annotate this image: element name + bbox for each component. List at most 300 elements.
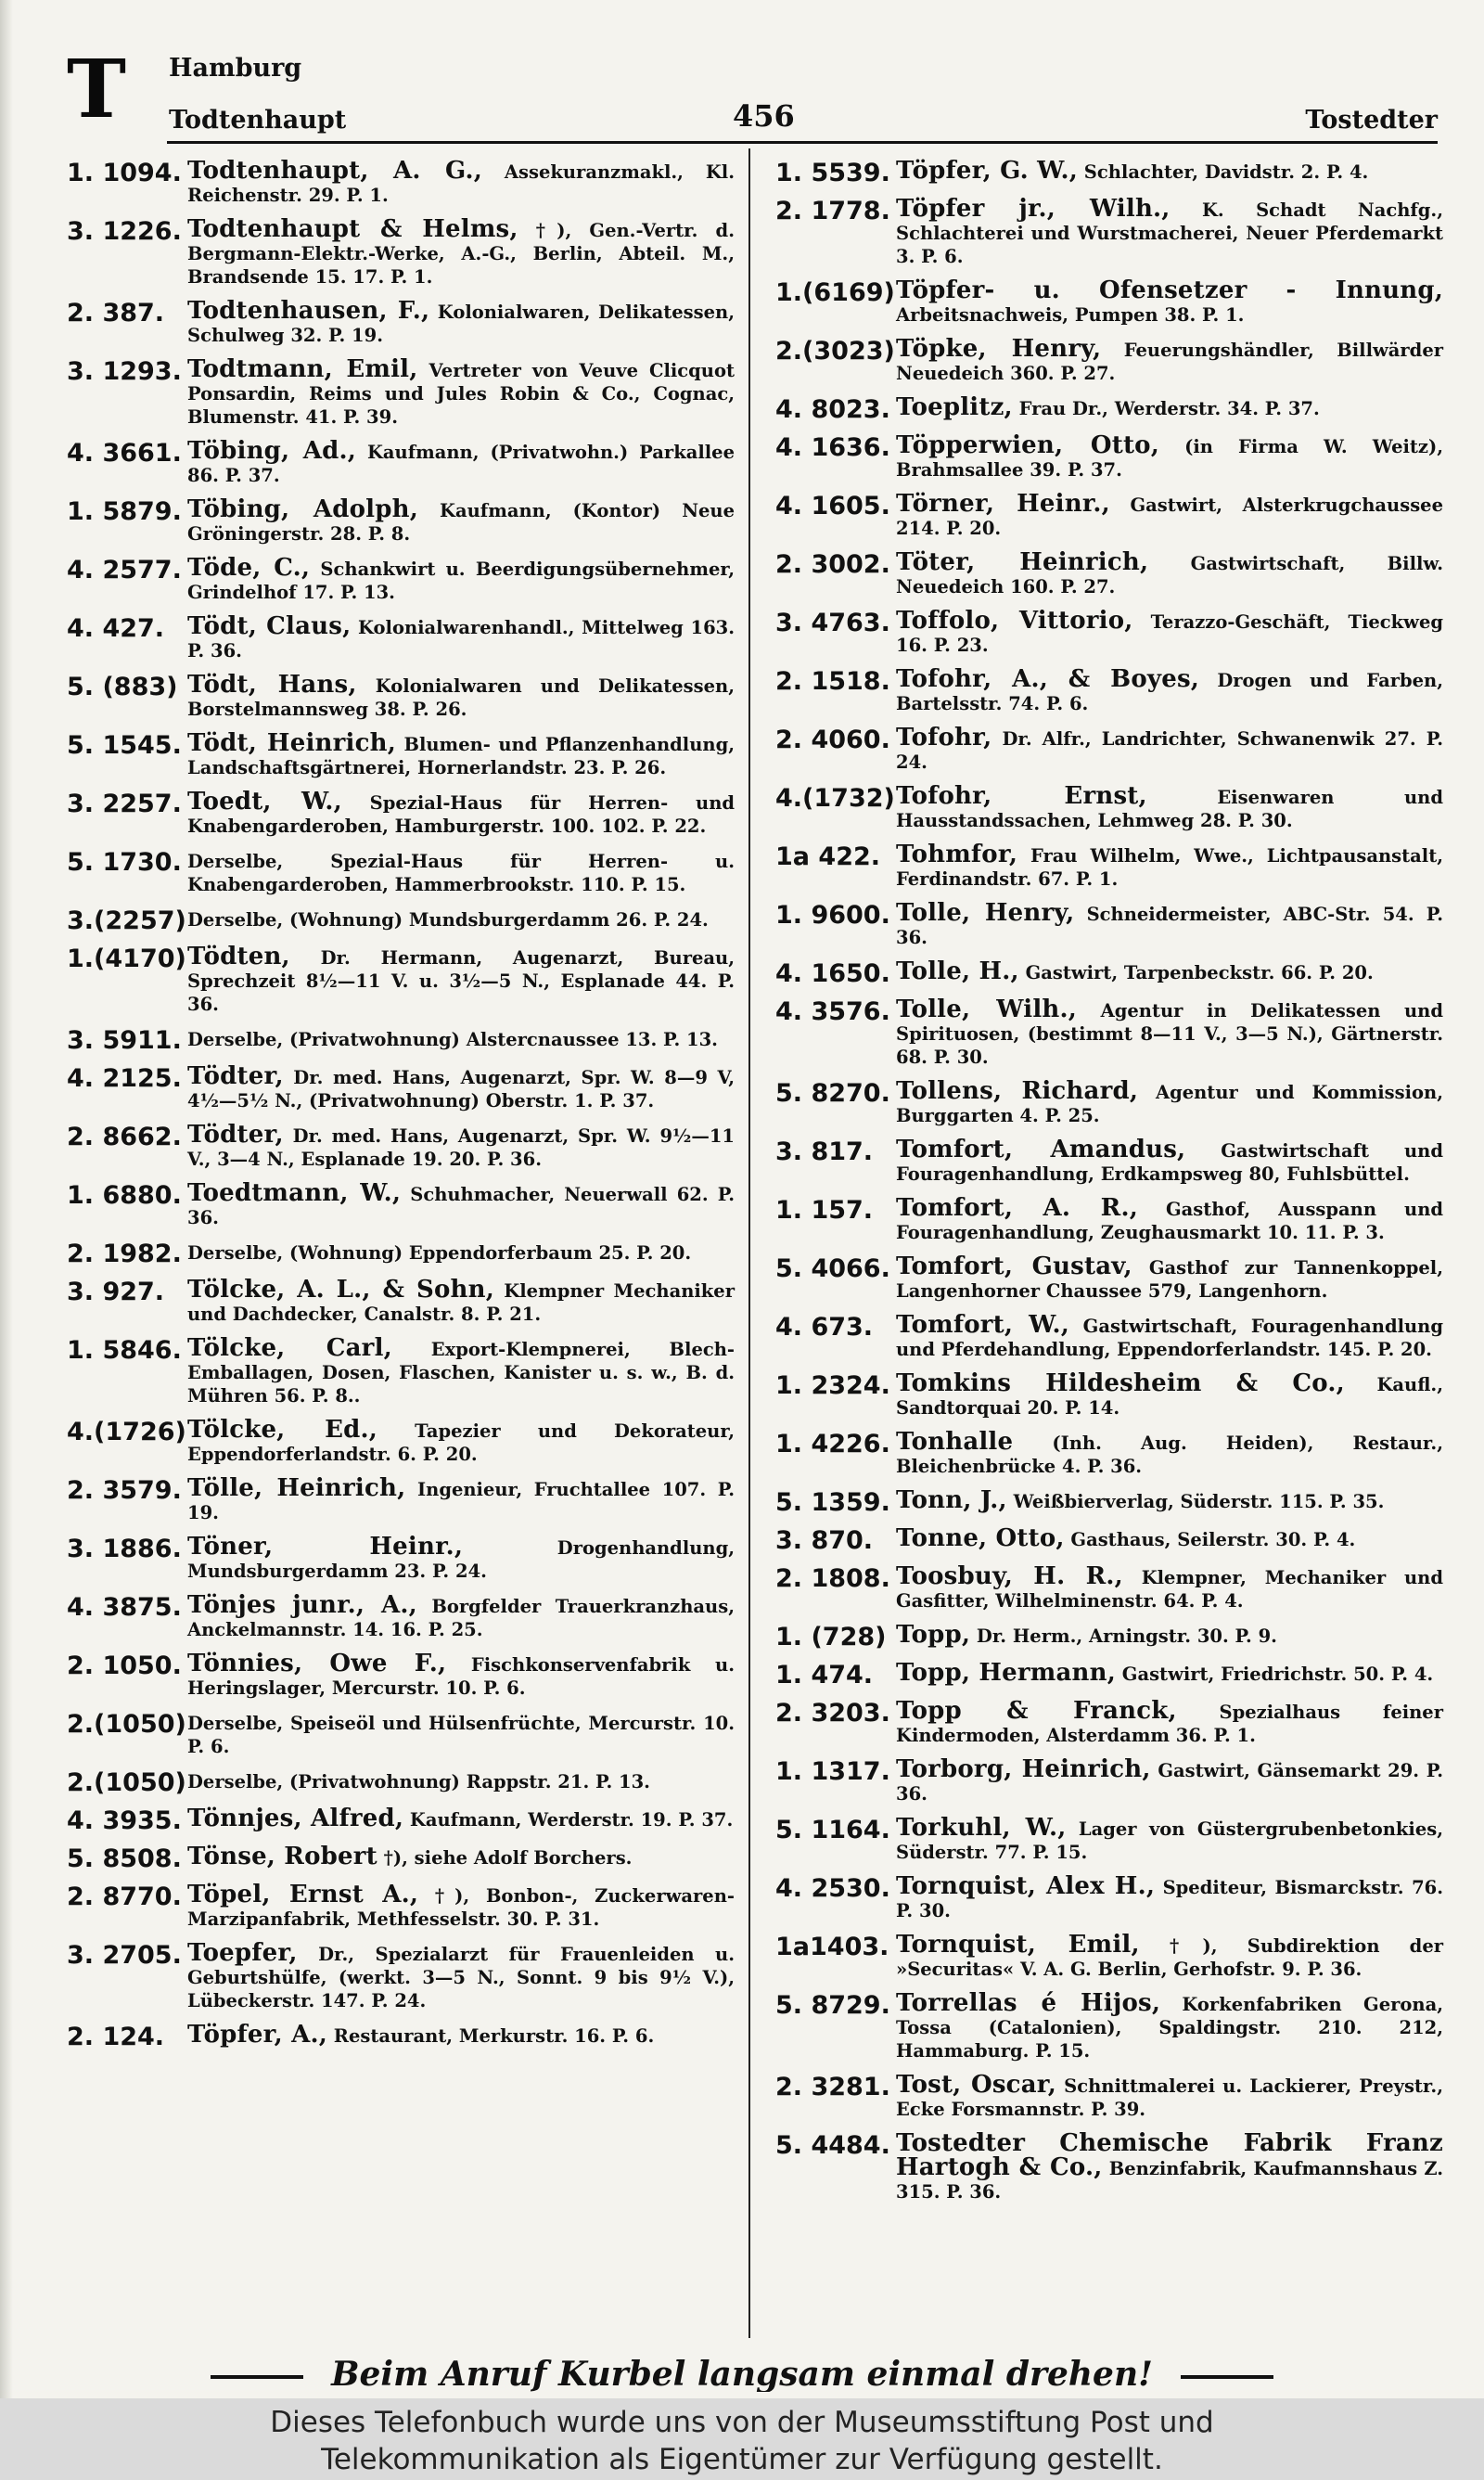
entry-text (187, 1179, 735, 1229)
entry-details: Drogen und Farben, Bartelsstr. 74. P. 6. (896, 670, 1443, 714)
phone-number: 4.(1726) (67, 1418, 186, 1446)
subscriber-name: Tornquist, Emil, (896, 1931, 1140, 1959)
entry-details: Kaufmann, (Kontor) Neue Gröningerstr. 28. P. 8. (187, 500, 736, 545)
subscriber-name: Tölle, Heinrich, (187, 1474, 406, 1502)
phone-number: 2. 4060. (775, 726, 890, 754)
subscriber-name: Toffolo, Vittorio, (896, 607, 1133, 635)
directory-entry (775, 431, 1443, 482)
subscriber-name: Tödten, (187, 943, 290, 970)
subscriber-name: Töpel, Ernst A., (187, 1881, 419, 1908)
entry-details: Dr. Hermann, Augenarzt, Bureau, Sprechzeit 8½—11 V. u. 3½—5 N., Esplanade 44. P. 36. (187, 947, 735, 1015)
entry-details: Schneidermeister, ABC-Str. 54. P. 36. (896, 904, 1443, 948)
entry-details: Arbeitsnachweis, Pumpen 38. P. 1. (896, 304, 1245, 326)
entry-text (896, 843, 1443, 891)
directory-entry (67, 907, 735, 934)
phone-number: 1a 422. (775, 842, 881, 871)
directory-entry (775, 393, 1443, 424)
phone-number: 1. 9600. (775, 901, 890, 930)
phone-number: 1. (728) (775, 1623, 887, 1651)
entry-details: Schnittmalerei u. Lackierer, Preystr., Ecke Forsmannstr. P. 39. (896, 2075, 1443, 2120)
entry-text (896, 1524, 1443, 1552)
entry-details: Frau Dr., Werderstr. 34. P. 37. (1012, 398, 1320, 419)
phone-number: 3. 1886. (67, 1535, 182, 1563)
phone-number: 1. 1317. (775, 1757, 890, 1786)
entry-details: Dr. med. Hans, Augenarzt, Spr. W. 8—9 V, 4½—5½ N., (Privatwohnung) Oberstr. 1. P. 37. (187, 1067, 735, 1112)
entry-text (896, 665, 1443, 715)
phone-number: 4. 3661. (67, 439, 182, 468)
directory-entry (67, 671, 735, 721)
directory-entry (775, 1486, 1443, 1517)
subscriber-name: Tornquist, Alex H., (896, 1872, 1156, 1900)
entry-text (896, 1562, 1443, 1613)
entry-details: Vertreter von Veuve Clicquot Ponsardin, Reims und Jules Robin & Co., Cognac, Blumenstr. 41. P. 39. (187, 360, 735, 428)
phone-number: 3. 2257. (67, 790, 182, 818)
entry-text (187, 1027, 735, 1051)
entry-details: Gastwirtschaft, Fouragenhandlung und Pferdehandlung, Eppendorferlandstr. 145. P. 20. (896, 1316, 1443, 1360)
phone-number: 2.(1050) (67, 1768, 186, 1797)
phone-number: 2. 1518. (775, 667, 890, 696)
entry-details: Kolonialwarenhandl., Mittelweg 163. P. 36. (187, 617, 735, 662)
directory-entry (775, 1931, 1443, 1981)
entry-text (187, 612, 735, 662)
subscriber-name: Todtenhausen, F., (187, 297, 430, 325)
directory-entry (775, 157, 1443, 187)
subscriber-name: Tonn, J., (896, 1486, 1007, 1514)
directory-entry (67, 495, 736, 546)
entry-details: Klempner, Mechaniker und Gasfitter, Wilhelminenstr. 64. P. 4. (896, 1567, 1443, 1612)
slogan-rule-left (211, 2375, 303, 2379)
entry-text (187, 437, 735, 487)
phone-number: 5. 1359. (775, 1488, 890, 1517)
right-column (775, 157, 1444, 2215)
entry-details: Lager von Güstergrubenbetonkies, Süderstr. 77. P. 15. (896, 1818, 1444, 1863)
entry-details: Schuhmacher, Neuerwall 62. P. 36. (187, 1184, 735, 1228)
phone-number: 4. 673. (775, 1313, 874, 1342)
directory-entry (67, 1027, 735, 1054)
entry-text (896, 1255, 1443, 1303)
directory-entry (775, 782, 1443, 832)
entry-text (896, 157, 1443, 185)
entry-text (187, 1711, 735, 1758)
entry-text (896, 1697, 1443, 1747)
subscriber-name: Topp, Hermann, (896, 1659, 1116, 1687)
section-letter: T (67, 43, 126, 136)
entry-details: Terazzo-Geschäft, Tieckweg 16. P. 23. (896, 611, 1444, 656)
entry-details: Gasthof zur Tannenkoppel, Langenhorner Chaussee 579, Langenhorn. (896, 1257, 1443, 1302)
entry-text (187, 215, 735, 289)
phone-number: 1. 1094. (67, 159, 182, 187)
directory-entry (775, 1428, 1443, 1478)
phone-number: 4. 3576. (775, 997, 890, 1026)
directory-entry (67, 1533, 736, 1583)
entry-details: Blumen- und Pflanzenhandlung, Landschaftsgärtnerei, Hornerlandstr. 23. P. 26. (187, 734, 735, 778)
entry-details: Benzinfabrik, Kaufmannshaus Z. 315. P. 36. (896, 2158, 1443, 2203)
subscriber-name: Tomfort, Gustav, (896, 1253, 1132, 1280)
provenance-caption (0, 2398, 1484, 2480)
subscriber-name: Tödter, (187, 1121, 284, 1149)
subscriber-name: Töner, Heinr., (187, 1533, 464, 1561)
directory-entry (67, 1711, 735, 1758)
subscriber-name: Töpke, Henry, (896, 335, 1102, 363)
phone-number: 4. 1650. (775, 959, 890, 988)
subscriber-name: Tomfort, W., (896, 1311, 1070, 1339)
header-last-entry: Tostedter (1305, 106, 1438, 135)
entry-details: †), Bonbon-, Zuckerwaren-Marzipanfabrik, Methfesselstr. 30. P. 31. (187, 1885, 735, 1930)
directory-entry (775, 1562, 1443, 1613)
entry-text (187, 2021, 735, 2049)
entry-details: Assekuranzmakl., Kl. Reichenstr. 29. P. 1. (187, 161, 736, 206)
phone-number: 4. 1605. (775, 492, 890, 520)
phone-number: 4. 2577. (67, 556, 182, 585)
phone-number: 5. 8270. (775, 1079, 890, 1108)
subscriber-name: Törner, Heinr., (896, 490, 1110, 518)
entry-details: Eisenwaren und Hausstandssachen, Lehmweg 28. P. 30. (896, 787, 1443, 831)
subscriber-name: Töpfer jr., Wilh., (896, 195, 1171, 223)
directory-entry (775, 665, 1443, 715)
subscriber-name: Tofohr, (896, 724, 992, 752)
subscriber-name: Topp & Franck, (896, 1697, 1177, 1725)
entry-text (187, 1062, 735, 1112)
directory-entry (67, 1334, 736, 1407)
entry-details: (Inh. Aug. Heiden), Restaur., Bleichenbrücke 4. P. 36. (896, 1433, 1443, 1477)
directory-entry (67, 1240, 735, 1267)
phone-number: 3. 5911. (67, 1026, 182, 1055)
phone-number: 1. 4226. (775, 1430, 890, 1458)
entry-details: Spediteur, Bismarckstr. 76. P. 30. (896, 1877, 1443, 1921)
subscriber-name: Tödt, Heinrich, (187, 729, 396, 757)
entry-text (187, 790, 735, 838)
entry-text (896, 1931, 1443, 1981)
directory-entry (775, 548, 1443, 598)
phone-number: 5. 4484. (775, 2131, 890, 2160)
entry-details: Weißbierverlag, Süderstr. 115. P. 35. (1006, 1491, 1385, 1512)
phone-number: 1. 157. (775, 1196, 874, 1225)
subscriber-name: Todtenhaupt & Helms, (187, 215, 518, 243)
entry-text (896, 899, 1443, 949)
subscriber-name: Tolle, Henry, (896, 899, 1075, 927)
entry-details: Gastwirtschaft und Fouragenhandlung, Erdkampsweg 80, Fuhlsbüttel. (896, 1140, 1443, 1185)
left-column (67, 157, 736, 2062)
directory-entry (67, 1179, 735, 1229)
directory-entry (67, 215, 735, 289)
phone-number: 2.(1050) (67, 1710, 186, 1739)
directory-entry (775, 1989, 1443, 2062)
phone-number: 2. 3203. (775, 1699, 890, 1728)
phone-number: 3. 817. (775, 1137, 874, 1166)
phone-number: 2. 8662. (67, 1123, 182, 1151)
entry-text (187, 849, 735, 896)
entry-text (187, 1883, 735, 1931)
entry-text (187, 1533, 736, 1583)
subscriber-name: Töpfer- u. Ofensetzer - Innung, (896, 276, 1443, 304)
page-number: 456 (733, 98, 795, 134)
phone-number: 2. 1778. (775, 197, 890, 225)
entry-text (187, 1845, 735, 1870)
entry-details: Gastwirt, Alsterkrugchaussee 214. P. 20. (896, 495, 1443, 539)
directory-entry (775, 1814, 1444, 1864)
phone-number: 2. 1982. (67, 1240, 182, 1268)
entry-details: K. Schadt Nachfg., Schlachterei und Wurstmacherei, Neuer Pferdemarkt 3. P. 6. (896, 199, 1443, 267)
directory-entry (67, 729, 735, 779)
subscriber-name: Torkuhl, W., (896, 1814, 1067, 1842)
phone-number: 4. 2125. (67, 1064, 182, 1093)
phone-number: 1.(4170) (67, 944, 186, 973)
entry-details: †), siehe Adolf Borchers. (377, 1847, 633, 1869)
subscriber-name: Topp, (896, 1621, 971, 1649)
entry-details: (in Firma W. Weitz), Brahmsallee 39. P. 37. (896, 436, 1443, 481)
subscriber-name: Todtenhaupt, A. G., (187, 157, 482, 185)
entry-details: Derselbe, (Wohnung) Mundsburgerdamm 26. P. 24. (187, 909, 709, 931)
phone-number: 3. 870. (775, 1526, 874, 1555)
entry-details: Tapezier und Dekorateur, Eppendorferlandstr. 6. P. 20. (187, 1420, 735, 1465)
directory-entry (775, 1659, 1443, 1690)
directory-entry (67, 849, 735, 896)
subscriber-name: Tolle, H., (896, 957, 1019, 985)
directory-entry (775, 1077, 1443, 1127)
entry-text (896, 1755, 1443, 1805)
subscriber-name: Tölcke, Carl, (187, 1334, 392, 1362)
phone-number: 1. 474. (775, 1661, 874, 1690)
subscriber-name: Tofohr, Ernst, (896, 782, 1147, 810)
entry-text (187, 1276, 735, 1326)
subscriber-name: Töpfer, G. W., (896, 157, 1078, 185)
entry-details: Fischkonservenfabrik u. Heringslager, Mercurstr. 10. P. 6. (187, 1654, 735, 1699)
entry-text (896, 1138, 1443, 1186)
entry-details: Gasthof, Ausspann und Fouragenhandlung, Zeughausmarkt 10. 11. P. 3. (896, 1199, 1444, 1243)
phone-number: 5. 1545. (67, 731, 182, 760)
directory-entry (775, 1755, 1443, 1805)
directory-entry (775, 726, 1443, 774)
entry-text (896, 1428, 1443, 1478)
directory-entry (67, 1883, 735, 1931)
entry-text (896, 393, 1443, 421)
directory-entry (775, 843, 1443, 891)
entry-details: Kolonialwaren und Delikatessen, Borstelmannsweg 38. P. 26. (187, 675, 735, 720)
phone-number: 2. 387. (67, 299, 165, 328)
entry-text (896, 276, 1443, 327)
directory-entry (67, 1652, 735, 1700)
subscriber-name: Töbing, Adolph, (187, 495, 418, 523)
page-header (56, 37, 1438, 148)
footer-slogan (0, 2355, 1484, 2392)
phone-number: 4. 427. (67, 614, 165, 643)
entry-details: Derselbe, Speiseöl und Hülsenfrüchte, Mercurstr. 10. P. 6. (187, 1713, 735, 1757)
entry-details: Export-Klempnerei, Blech-Emballagen, Dosen, Flaschen, Kanister u. s. w., B. d. Mühren 56. P. 8.. (187, 1339, 736, 1407)
entry-text (896, 957, 1443, 985)
entry-details: Dr. Alfr., Landrichter, Schwanenwik 27. P. 24. (896, 728, 1443, 773)
subscriber-name: Tollens, Richard, (896, 1077, 1139, 1105)
subscriber-name: Toedtmann, W., (187, 1179, 402, 1207)
directory-entry (67, 355, 735, 429)
subscriber-name: Tönnies, Owe F., (187, 1650, 447, 1677)
entry-text (187, 1769, 735, 1793)
phone-number: 4. 3935. (67, 1806, 182, 1835)
slogan-text: Beim Anruf Kurbel langsam einmal drehen! (331, 2355, 1153, 2392)
subscriber-name: Toosbuy, H. R., (896, 1562, 1123, 1590)
entry-text (896, 1311, 1443, 1361)
entry-text (896, 1369, 1443, 1420)
entry-details: Schlachter, Davidstr. 2. P. 4. (1077, 161, 1369, 183)
directory-entry (67, 945, 735, 1016)
entry-details: Gastwirt, Tarpenbeckstr. 66. P. 20. (1018, 962, 1374, 983)
directory-entry (775, 1194, 1444, 1244)
entry-details: Kolonialwaren, Delikatessen, Schulweg 32. P. 19. (187, 302, 735, 346)
directory-entry (67, 1769, 735, 1796)
entry-details: Schankwirt u. Beerdigungsübernehmer, Grindelhof 17. P. 13. (187, 559, 736, 603)
directory-entry (67, 157, 736, 207)
directory-entry (67, 554, 736, 604)
directory-entry (67, 2021, 735, 2051)
directory-entry (775, 1524, 1443, 1555)
phone-number: 2. 124. (67, 2023, 165, 2051)
directory-entry (775, 899, 1443, 949)
phone-number: 3. 2705. (67, 1941, 182, 1970)
directory-entry (775, 2129, 1443, 2204)
entry-details: Drogenhandlung, Mundsburgerdamm 23. P. 24. (187, 1537, 736, 1582)
directory-entry (775, 1311, 1443, 1361)
entry-details: Agentur und Kommission, Burggarten 4. P. 25. (896, 1082, 1443, 1126)
entry-details: Kaufl., Sandtorquai 20. P. 14. (896, 1374, 1443, 1419)
entry-text (187, 1591, 735, 1641)
phone-number: 3.(2257) (67, 906, 186, 935)
entry-details: Spezial-Haus für Herren- und Knabengarderoben, Hamburgerstr. 100. 102. P. 22. (187, 792, 736, 837)
entry-details: Gastwirt, Gänsemarkt 29. P. 36. (896, 1760, 1443, 1805)
phone-number: 1. 2324. (775, 1371, 890, 1400)
subscriber-name: Tödt, Claus, (187, 612, 352, 640)
directory-entry (775, 195, 1443, 268)
directory-entry (775, 1138, 1443, 1186)
directory-entry (775, 1621, 1443, 1651)
entry-text (187, 1334, 736, 1407)
phone-number: 5. 8729. (775, 1991, 890, 2020)
subscriber-name: Tödt, Hans, (187, 671, 357, 699)
entry-details: Dr. med. Hans, Augenarzt, Spr. W. 9½—11 V., 3—4 N., Esplanade 19. 20. P. 36. (187, 1125, 735, 1170)
directory-entry (67, 1845, 735, 1872)
subscriber-name: Tolle, Wilh., (896, 996, 1078, 1023)
entry-text (896, 2129, 1443, 2204)
entry-text (896, 1194, 1444, 1244)
entry-text (896, 1486, 1443, 1514)
phone-number: 3. 1293. (67, 357, 182, 386)
subscriber-name: Tomfort, Amandus, (896, 1136, 1186, 1163)
subscriber-name: Tomfort, A. R., (896, 1194, 1138, 1222)
slogan-rule-right (1181, 2375, 1273, 2379)
directory-entry (67, 1062, 735, 1112)
phone-number: 1.(6169) (775, 278, 895, 307)
entry-text (896, 1621, 1443, 1649)
directory-entry (775, 2071, 1443, 2121)
entry-details: Agentur in Delikatessen und Spirituosen, (bestimmt 8—11 V., 3—5 N.), Gärtnerstr. 68. P. 30. (896, 1000, 1443, 1068)
entry-details: Frau Wilhelm, Wwe., Lichtpausanstalt, Ferdinandstr. 67. P. 1. (896, 845, 1443, 890)
phone-number: 1. 5879. (67, 497, 182, 526)
subscriber-name: Tödter, (187, 1062, 284, 1090)
directory-entry (67, 1121, 735, 1171)
entry-details: Spezialhaus feiner Kindermoden, Alsterdamm 36. P. 1. (896, 1702, 1443, 1746)
entry-text (187, 907, 735, 932)
phone-number: 5. 1164. (775, 1816, 890, 1844)
phone-number: 2.(3023) (775, 337, 895, 366)
entry-details: †), Subdirektion der »Securitas« V. A. G. Berlin, Gerhofstr. 9. P. 36. (896, 1935, 1443, 1980)
subscriber-name: Toeplitz, (896, 393, 1013, 421)
entry-details: Gastwirt, Friedrichstr. 50. P. 4. (1116, 1664, 1434, 1685)
directory-entry (67, 297, 735, 347)
entry-text (187, 1240, 735, 1265)
entry-details: Derselbe, (Wohnung) Eppendorferbaum 25. P. 20. (187, 1242, 692, 1264)
subscriber-name: Torrellas é Hijos, (896, 1989, 1161, 2017)
subscriber-name: Tönjes junr., A., (187, 1591, 417, 1619)
phone-number: 3. 1226. (67, 217, 182, 246)
directory-entry (775, 276, 1443, 327)
entry-details: Kaufmann, Werderstr. 19. P. 37. (403, 1809, 734, 1831)
phone-number: 2. 8770. (67, 1882, 182, 1911)
phone-number: 5. 1730. (67, 848, 182, 877)
entry-text (896, 1989, 1443, 2062)
entry-text (187, 495, 736, 546)
caption-line-1: Dieses Telefonbuch wurde uns von der Museumsstiftung Post und (270, 2406, 1214, 2439)
subscriber-name: Tohmfor, (896, 841, 1018, 868)
directory-entry (775, 957, 1443, 988)
entry-text (187, 1416, 735, 1466)
phone-number: 5. 8508. (67, 1844, 182, 1873)
entry-text (187, 671, 735, 721)
entry-text (187, 297, 735, 347)
entry-text (896, 1659, 1443, 1687)
subscriber-name: Toedt, W., (187, 788, 342, 816)
phone-number: 5. (883) (67, 673, 178, 701)
directory-entry (67, 1939, 735, 2012)
phone-number: 1a1403. (775, 1933, 889, 1961)
entry-details: Derselbe, (Privatwohnung) Rappstr. 21. P. 13. (187, 1771, 650, 1793)
entry-text (187, 1121, 735, 1171)
directory-entry (775, 1369, 1443, 1420)
entry-details: Gasthaus, Seilerstr. 30. P. 4. (1064, 1529, 1356, 1550)
entry-text (187, 355, 735, 429)
header-city: Hamburg (169, 54, 302, 83)
phone-number: 5. 4066. (775, 1254, 890, 1283)
entry-text (187, 945, 735, 1016)
phone-number: 1. 5539. (775, 159, 890, 187)
entry-details: Dr. Herm., Arningstr. 30. P. 9. (970, 1625, 1277, 1647)
directory-entry (67, 1807, 735, 1834)
entry-details: Derselbe, Spezial-Haus für Herren- u. Knabengarderoben, Hammerbrookstr. 110. P. 15. (187, 851, 735, 895)
phone-number: 3. 4763. (775, 609, 890, 637)
subscriber-name: Tostedter Chemische Fabrik Franz Hartogh & Co., (896, 2129, 1443, 2181)
subscriber-name: Tölcke, Ed., (187, 1416, 377, 1444)
phone-number: 1. 6880. (67, 1181, 182, 1210)
subscriber-name: Töpfer, A., (187, 2021, 328, 2049)
entry-details: Ingenieur, Fruchtallee 107. P. 19. (187, 1479, 735, 1523)
phone-number: 2. 1050. (67, 1651, 182, 1680)
subscriber-name: Töpperwien, Otto, (896, 431, 1159, 459)
directory-entry (67, 1591, 735, 1641)
directory-entry (775, 335, 1443, 385)
directory-entry (67, 1474, 735, 1524)
subscriber-name: Tonhalle (896, 1428, 1014, 1456)
phone-number: 3. 927. (67, 1278, 165, 1306)
subscriber-name: Tölcke, A. L., & Sohn, (187, 1276, 494, 1304)
entry-text (896, 195, 1443, 268)
subscriber-name: Töter, Heinrich, (896, 548, 1149, 576)
subscriber-name: Töbing, Ad., (187, 437, 356, 465)
subscriber-name: Tofohr, A., & Boyes, (896, 665, 1200, 693)
scan-edge (0, 0, 13, 2398)
phone-number: 4. 2530. (775, 1874, 890, 1903)
subscriber-name: Tönse, Robert (187, 1843, 377, 1870)
entry-text (896, 1872, 1443, 1922)
phone-number: 2. 3281. (775, 2073, 890, 2101)
entry-text (187, 1474, 735, 1524)
header-first-entry: Todtenhaupt (169, 106, 347, 135)
